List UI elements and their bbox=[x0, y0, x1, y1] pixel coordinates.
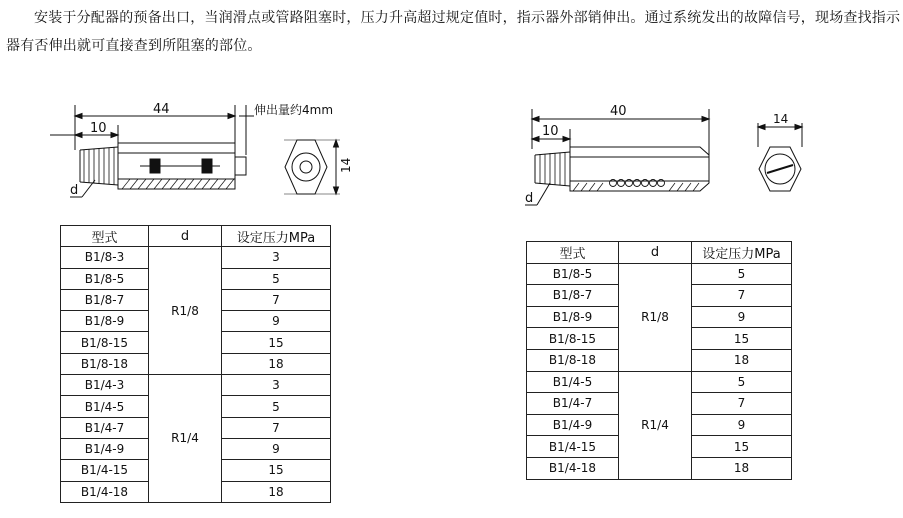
spec-table-left bbox=[60, 225, 331, 503]
header-pressure: 设定压力MPa bbox=[692, 242, 792, 264]
dim-thread-left: 10 bbox=[90, 121, 107, 136]
dim-protrude-left: 伸出量约4mm bbox=[254, 103, 334, 117]
pressure-cell: 18 bbox=[222, 353, 331, 374]
pressure-cell: 9 bbox=[692, 414, 792, 436]
model-cell: B1/8-7 bbox=[61, 289, 149, 310]
model-cell: B1/4-18 bbox=[61, 481, 149, 502]
pressure-cell: 9 bbox=[222, 311, 331, 332]
pressure-cell: 5 bbox=[692, 263, 792, 285]
d-cell: R1/4 bbox=[149, 375, 222, 503]
table-header-row bbox=[61, 226, 331, 247]
spec-table-right bbox=[526, 241, 792, 480]
header-d: d bbox=[149, 226, 222, 247]
pressure-cell: 3 bbox=[222, 375, 331, 396]
label-d-right: d bbox=[525, 191, 534, 206]
model-cell: B1/8-3 bbox=[61, 247, 149, 268]
intro-paragraph: 安装于分配器的预备出口，当润滑点或管路阻塞时，压力升高超过规定值时，指示器外部销伸出。通过系统发出的故障信号，现场查找指示器有否伸出就可直接查到所阻塞的部位。 bbox=[6, 10, 901, 54]
dim-thread-right: 10 bbox=[542, 124, 559, 139]
model-cell: B1/8-5 bbox=[61, 268, 149, 289]
pressure-cell: 15 bbox=[692, 436, 792, 458]
model-cell: B1/8-7 bbox=[527, 285, 619, 307]
model-cell: B1/4-15 bbox=[61, 460, 149, 481]
pressure-cell: 9 bbox=[222, 438, 331, 459]
header-d: d bbox=[619, 242, 692, 264]
d-cell: R1/4 bbox=[619, 371, 692, 479]
pressure-cell: 7 bbox=[692, 285, 792, 307]
model-cell: B1/4-5 bbox=[61, 396, 149, 417]
pressure-cell: 5 bbox=[222, 268, 331, 289]
drawing-left bbox=[40, 95, 360, 210]
pressure-cell: 9 bbox=[692, 306, 792, 328]
drawing-right bbox=[515, 97, 835, 215]
dim-length-left: 44 bbox=[153, 102, 170, 117]
dim-hex-right: 14 bbox=[773, 112, 789, 126]
model-cell: B1/4-15 bbox=[527, 436, 619, 458]
pressure-cell: 15 bbox=[222, 332, 331, 353]
dim-length-right: 40 bbox=[610, 104, 627, 119]
pressure-cell: 18 bbox=[692, 457, 792, 479]
pressure-cell: 3 bbox=[222, 247, 331, 268]
model-cell: B1/8-9 bbox=[61, 311, 149, 332]
model-cell: B1/4-5 bbox=[527, 371, 619, 393]
model-cell: B1/4-3 bbox=[61, 375, 149, 396]
pressure-cell: 15 bbox=[692, 328, 792, 350]
table-header-row bbox=[527, 242, 792, 264]
header-model: 型式 bbox=[61, 226, 149, 247]
table-row bbox=[61, 375, 331, 396]
model-cell: B1/8-9 bbox=[527, 306, 619, 328]
pressure-cell: 5 bbox=[222, 396, 331, 417]
model-cell: B1/8-15 bbox=[61, 332, 149, 353]
model-cell: B1/8-15 bbox=[527, 328, 619, 350]
model-cell: B1/4-7 bbox=[61, 417, 149, 438]
model-cell: B1/4-7 bbox=[527, 393, 619, 415]
d-cell: R1/8 bbox=[619, 263, 692, 371]
pressure-cell: 18 bbox=[222, 481, 331, 502]
table-row bbox=[61, 247, 331, 268]
d-cell: R1/8 bbox=[149, 247, 222, 375]
pressure-cell: 7 bbox=[222, 289, 331, 310]
pressure-cell: 5 bbox=[692, 371, 792, 393]
table-row bbox=[527, 263, 792, 285]
pressure-cell: 18 bbox=[692, 349, 792, 371]
pressure-cell: 7 bbox=[692, 393, 792, 415]
model-cell: B1/8-5 bbox=[527, 263, 619, 285]
label-d-left: d bbox=[70, 183, 79, 198]
model-cell: B1/8-18 bbox=[61, 353, 149, 374]
header-model: 型式 bbox=[527, 242, 619, 264]
pressure-cell: 15 bbox=[222, 460, 331, 481]
header-pressure: 设定压力MPa bbox=[222, 226, 331, 247]
model-cell: B1/4-18 bbox=[527, 457, 619, 479]
pressure-cell: 7 bbox=[222, 417, 331, 438]
model-cell: B1/4-9 bbox=[61, 438, 149, 459]
dim-hex-left: 14 bbox=[339, 157, 353, 173]
model-cell: B1/4-9 bbox=[527, 414, 619, 436]
model-cell: B1/8-18 bbox=[527, 349, 619, 371]
table-row bbox=[527, 371, 792, 393]
